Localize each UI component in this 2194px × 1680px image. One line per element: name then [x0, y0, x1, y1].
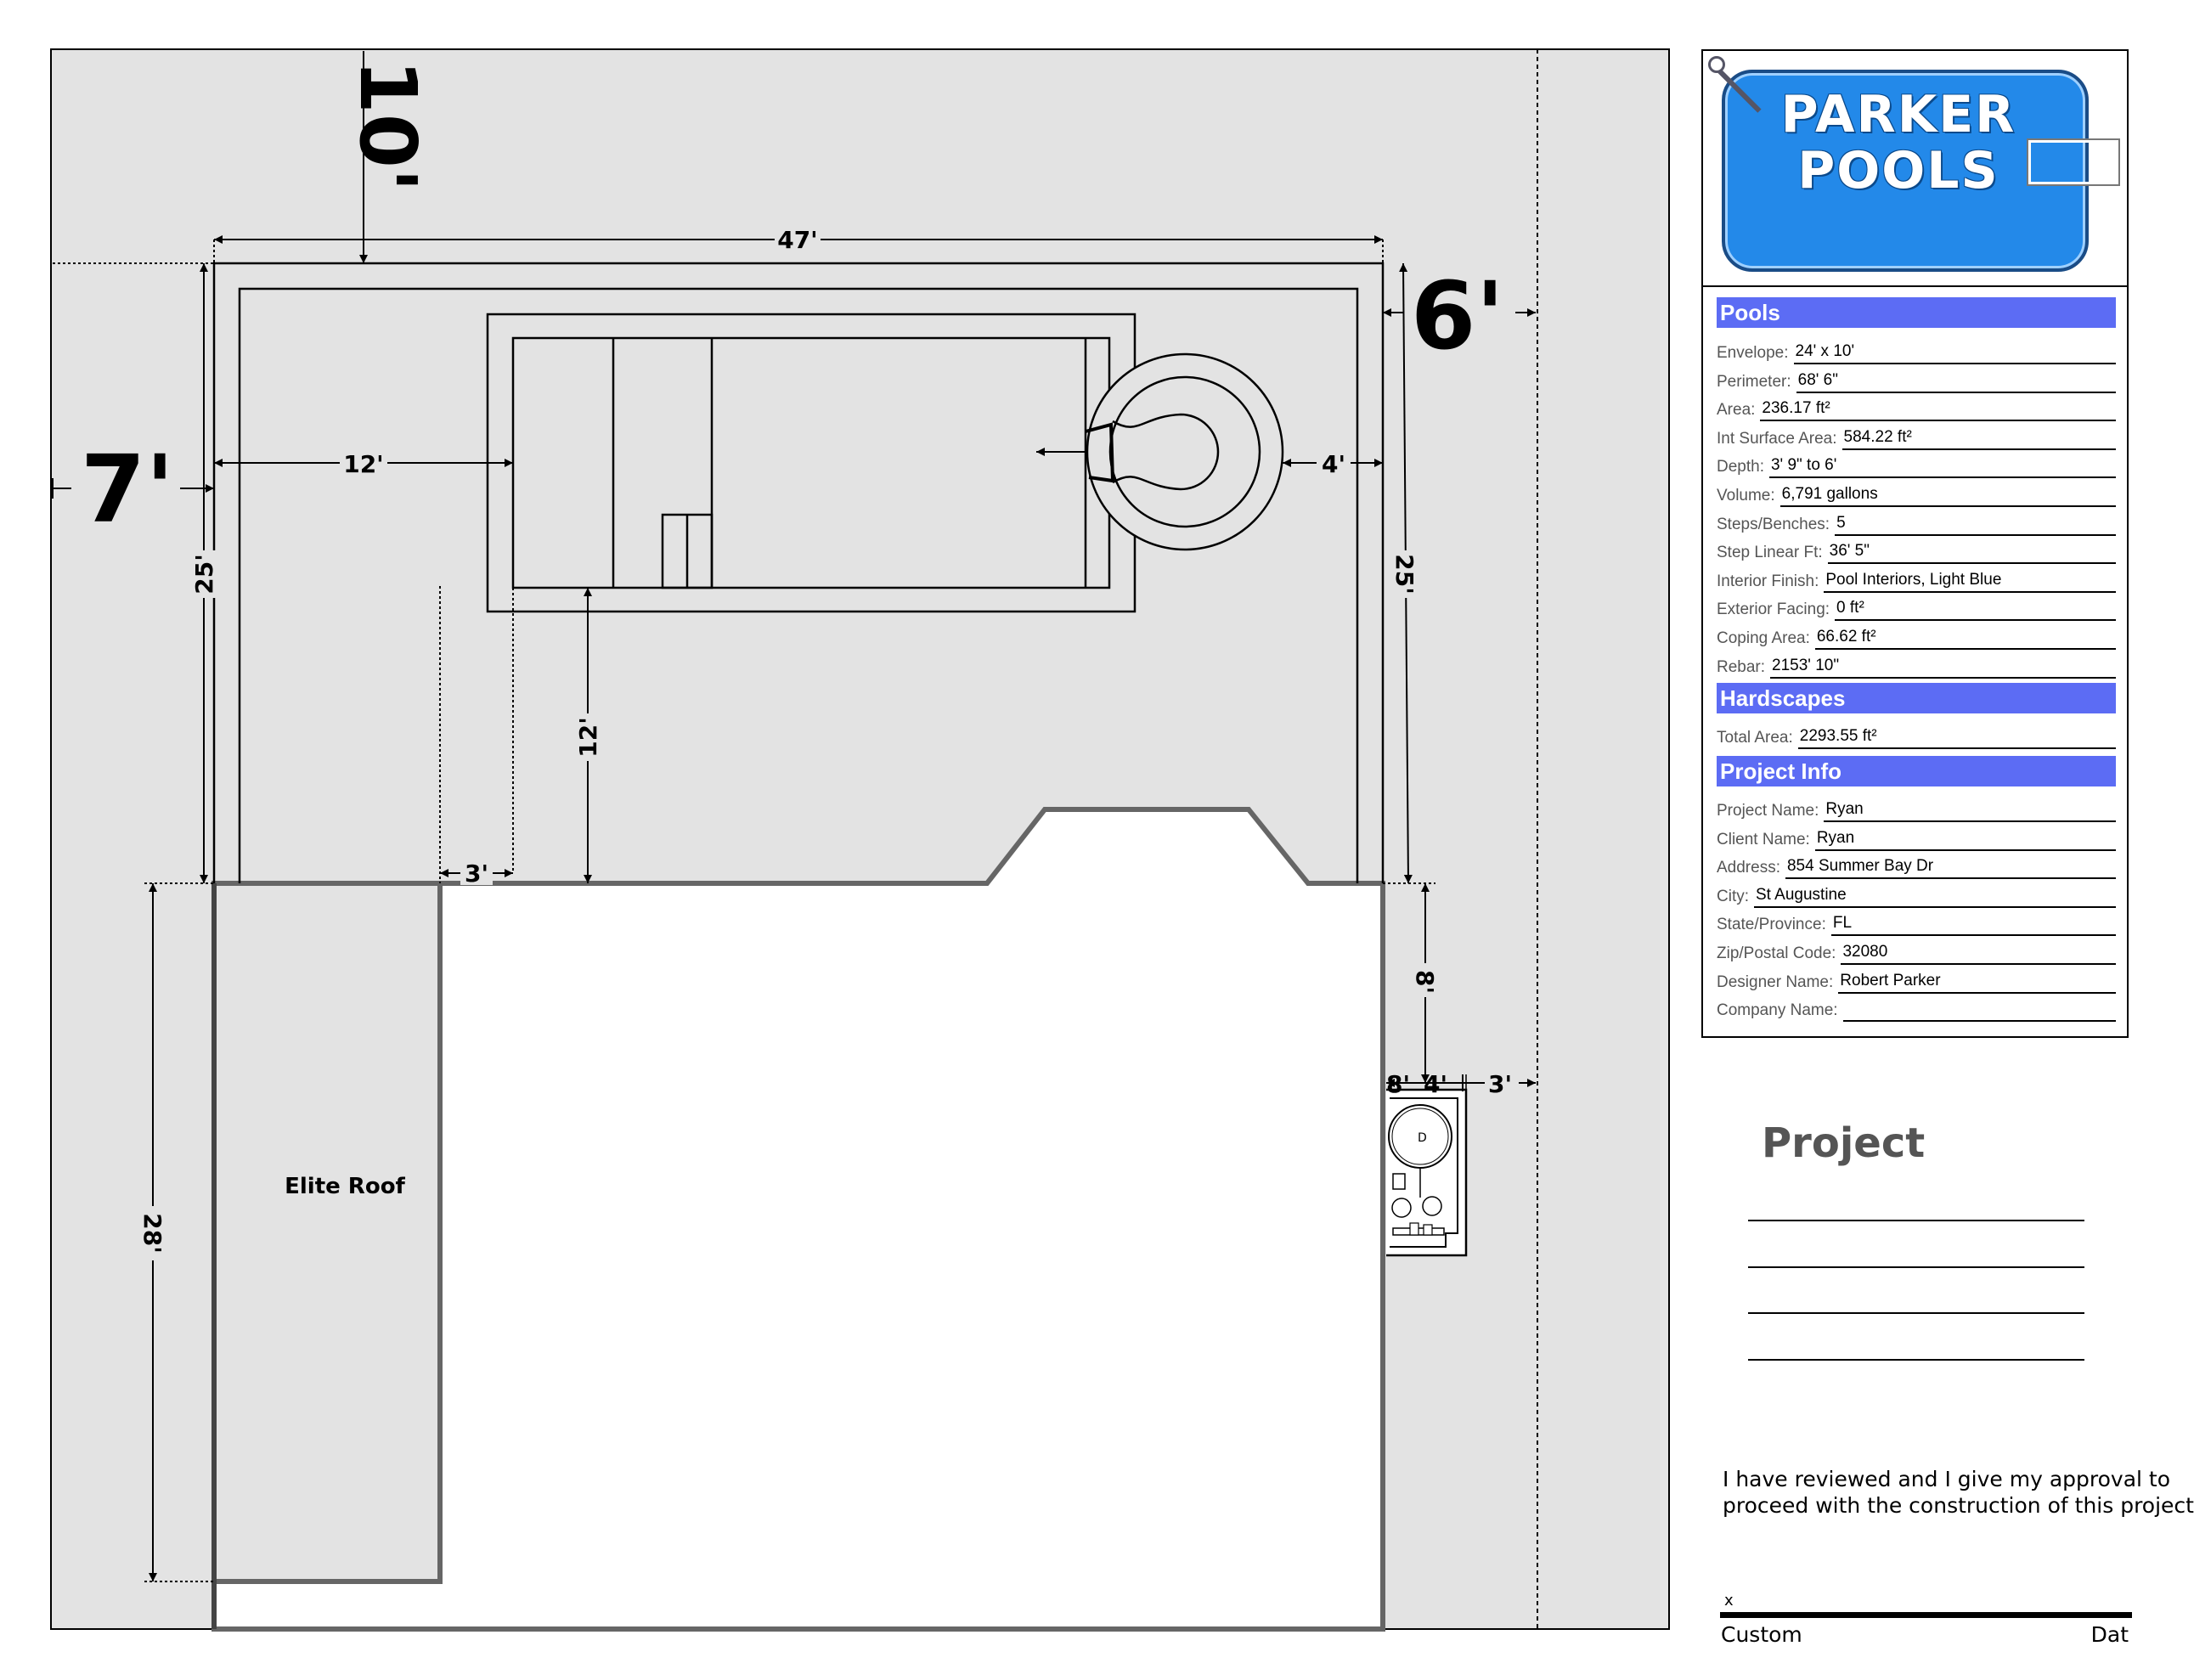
info-row-value: 3' 9" to 6' — [1769, 456, 2116, 478]
section-project-info-title: Project Info — [1717, 756, 2116, 786]
info-row — [1717, 800, 2116, 822]
dim-left-setback: 7' — [80, 435, 175, 544]
info-row-label: Designer Name: — [1717, 972, 1834, 991]
info-row-label: Coping Area: — [1717, 629, 1810, 647]
info-row-label: Volume: — [1717, 487, 1775, 505]
info-row — [1717, 943, 2116, 965]
info-row — [1717, 371, 2116, 393]
roof-label: Elite Roof — [285, 1174, 405, 1199]
info-row — [1717, 727, 2116, 749]
dim-equip-a: 8' — [1385, 1070, 1411, 1098]
info-row-label: Rebar: — [1717, 657, 1766, 676]
equipment-pad — [1386, 1074, 1466, 1255]
info-row-label: Step Linear Ft: — [1717, 544, 1823, 562]
info-row-value: 2153' 10" — [1770, 657, 2116, 679]
info-row-value: 5 — [1835, 514, 2116, 536]
info-row-label: Project Name: — [1717, 802, 1819, 820]
info-row — [1717, 542, 2116, 564]
dim-top-setback: 10' — [342, 59, 433, 193]
dim-right-depth: 25' — [1390, 554, 1418, 595]
approval-text-line-2: proceed with the construction of this project — [1723, 1493, 2194, 1518]
dim-right-setback: 6' — [1410, 262, 1505, 370]
customer-signature-labels — [1721, 1621, 2129, 1647]
dim-house-offset: 3' — [464, 860, 489, 888]
info-row-label: Client Name: — [1717, 830, 1810, 848]
dim-equip-b: 4' — [1423, 1070, 1448, 1098]
info-row-value: 68' 6" — [1796, 371, 2116, 393]
company-logo — [1703, 51, 2127, 287]
logo-word-2: POOLS — [1797, 141, 1999, 200]
info-row-value: 24' x 10' — [1794, 342, 2116, 364]
info-row-value: Pool Interiors, Light Blue — [1824, 571, 2116, 593]
info-row-label: Company Name: — [1717, 1001, 1838, 1020]
notes-line[interactable] — [1748, 1312, 2084, 1314]
project-info-panel — [1701, 49, 2129, 1038]
dim-equip-drop: 8' — [1411, 969, 1439, 995]
section-hardscapes-title: Hardscapes — [1717, 683, 2116, 713]
info-row-label: Total Area: — [1717, 729, 1793, 747]
logo-word-1: PARKER — [1780, 85, 2016, 144]
info-row — [1717, 399, 2116, 421]
info-row-label: Int Surface Area: — [1717, 429, 1837, 448]
info-row-value: St Augustine — [1754, 886, 2116, 908]
info-row — [1717, 342, 2116, 364]
customer-signature-line[interactable] — [1720, 1612, 2132, 1618]
info-row-label: Depth: — [1717, 458, 1764, 476]
info-row-value: FL — [1831, 914, 2116, 936]
info-row-label: Envelope: — [1717, 344, 1789, 362]
info-row-label: Interior Finish: — [1717, 572, 1819, 590]
info-row-value: 584.22 ft² — [1842, 428, 2116, 450]
info-row — [1717, 1000, 2116, 1022]
info-row-value: 36' 5" — [1828, 542, 2116, 564]
info-row — [1717, 514, 2116, 536]
notes-line[interactable] — [1748, 1266, 2084, 1268]
dim-spa-to-edge: 4' — [1321, 450, 1346, 478]
spa-outer — [1087, 354, 1283, 550]
info-row — [1717, 972, 2116, 994]
dim-roof-length: 28' — [138, 1213, 166, 1254]
dim-overall-width: 47' — [777, 226, 818, 254]
approval-text-line-1: I have reviewed and I give my approval to — [1723, 1467, 2171, 1491]
info-row-label: Steps/Benches: — [1717, 515, 1830, 533]
info-row-label: Area: — [1717, 401, 1756, 420]
info-row-label: Zip/Postal Code: — [1717, 944, 1836, 962]
info-row-value: Ryan — [1824, 800, 2116, 822]
ladder-knob-icon — [1708, 56, 1725, 73]
info-row — [1717, 657, 2116, 679]
info-row — [1717, 914, 2116, 936]
dim-pool-to-house: 12' — [574, 717, 602, 758]
info-row — [1717, 571, 2116, 593]
info-row-value: Ryan — [1815, 829, 2116, 851]
elite-roof — [214, 883, 440, 1581]
approval-statement — [1723, 1466, 2194, 1527]
info-row — [1717, 829, 2116, 851]
info-row — [1717, 857, 2116, 879]
dim-left-to-pool: 12' — [343, 450, 384, 478]
dim-equip-c: 3' — [1487, 1070, 1513, 1098]
notes-line[interactable] — [1748, 1220, 2084, 1221]
info-row-value — [1843, 1000, 2116, 1022]
info-row-value: Robert Parker — [1838, 972, 2116, 994]
info-row-value: 0 ft² — [1835, 599, 2116, 621]
info-row — [1717, 485, 2116, 507]
date-label: Dat — [2090, 1622, 2129, 1647]
info-row-value: 6,791 gallons — [1780, 485, 2116, 507]
customer-label: Custom — [1721, 1622, 1802, 1647]
info-row-label: State/Province: — [1717, 916, 1826, 934]
info-row — [1717, 886, 2116, 908]
info-row — [1717, 599, 2116, 621]
info-row — [1717, 456, 2116, 478]
project-heading: Project — [1762, 1119, 1926, 1167]
info-row — [1717, 628, 2116, 650]
info-row — [1717, 428, 2116, 450]
info-row-value: 32080 — [1841, 943, 2116, 965]
info-row-label: Address: — [1717, 859, 1780, 877]
info-row-label: Exterior Facing: — [1717, 600, 1830, 619]
info-row-label: City: — [1717, 887, 1749, 905]
info-row-value: 854 Summer Bay Dr — [1785, 857, 2116, 879]
notes-line[interactable] — [1748, 1359, 2084, 1361]
signature-x-mark: x — [1724, 1592, 1734, 1610]
info-row-value: 66.62 ft² — [1815, 628, 2116, 650]
info-row-label: Perimeter: — [1717, 372, 1791, 391]
info-row-value: 236.17 ft² — [1760, 399, 2116, 421]
section-pools-title: Pools — [1717, 297, 2116, 328]
dim-left-depth: 25' — [190, 554, 218, 595]
svg-text:D: D — [1418, 1131, 1427, 1145]
info-row-value: 2293.55 ft² — [1798, 727, 2116, 749]
